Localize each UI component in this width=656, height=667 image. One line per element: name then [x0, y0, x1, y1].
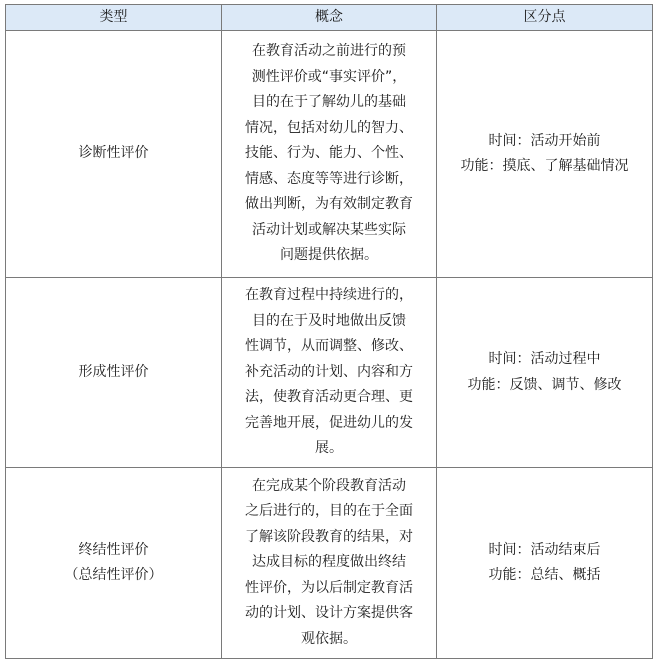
concept-line: 做出判断，为有效制定教育 — [245, 196, 413, 213]
concept-cell — [222, 278, 437, 468]
concept-line: 情感、态度等等进行诊断， — [245, 170, 413, 187]
concept-line: 问题提供依据。 — [280, 247, 378, 264]
concept-line: 在教育活动之前进行的预 — [252, 43, 406, 60]
concept-line: 观依据。 — [301, 630, 357, 647]
header-type: 类型 — [6, 5, 222, 31]
concept-line: 在教育过程中持续进行的， — [245, 287, 413, 304]
time-text: 时间：活动开始前 — [488, 132, 601, 149]
type-text: 形成性评价 — [78, 363, 149, 380]
concept-line: 达成目标的程度做出终结 — [252, 554, 406, 571]
header-distinction: 区分点 — [437, 5, 653, 31]
type-text: 诊断性评价 — [78, 145, 149, 162]
type-cell — [6, 278, 222, 468]
distinction-cell — [437, 468, 653, 659]
time-text: 时间：活动结束后 — [488, 541, 601, 558]
concept-line: 活动计划或解决某些实际 — [252, 221, 406, 238]
function-text: 功能：总结、概括 — [488, 567, 601, 583]
concept-line: 目的在于了解幼儿的基础 — [252, 94, 406, 111]
concept-line: 补充活动的计划、内容和方 — [245, 363, 413, 380]
concept-line: 了解该阶段教育的结果，对 — [245, 528, 413, 545]
function-text: 功能：摸底、了解基础情况 — [460, 158, 629, 174]
concept-cell — [222, 468, 437, 659]
type-text: 终结性评价 — [78, 541, 149, 558]
evaluation-types-table — [5, 4, 653, 659]
concept-line: 完善地开展，促进幼儿的发 — [245, 414, 413, 431]
table-row — [6, 31, 653, 278]
concept-line: 动的计划、设计方案提供客 — [245, 605, 413, 622]
concept-line: 性调节，从而调整、修改、 — [245, 338, 413, 355]
concept-line: 情况，包括对幼儿的智力、 — [245, 119, 413, 136]
type-cell — [6, 468, 222, 659]
concept-line: 法，使教育活动更合理、更 — [245, 389, 413, 406]
function-text: 功能：反馈、调节、修改 — [467, 376, 622, 393]
concept-line: 之后进行的，目的在于全面 — [245, 503, 413, 520]
type-alias-text: （总结性评价） — [64, 567, 163, 583]
type-cell — [6, 31, 222, 278]
header-concept: 概念 — [222, 5, 437, 31]
time-text: 时间：活动过程中 — [488, 351, 601, 367]
concept-line: 测性评价或“事实评价”， — [251, 68, 407, 85]
distinction-cell — [437, 278, 653, 468]
header-row — [6, 5, 653, 31]
distinction-cell — [437, 31, 653, 278]
concept-cell — [222, 31, 437, 278]
concept-line: 目的在于及时地做出反馈 — [252, 312, 406, 329]
concept-line: 在完成某个阶段教育活动 — [252, 477, 406, 494]
concept-line: 性评价，为以后制定教育活 — [245, 579, 413, 596]
concept-line: 展。 — [315, 440, 343, 457]
table-row — [6, 468, 653, 659]
table-row — [6, 278, 653, 468]
concept-line: 技能、行为、能力、个性、 — [245, 145, 413, 162]
